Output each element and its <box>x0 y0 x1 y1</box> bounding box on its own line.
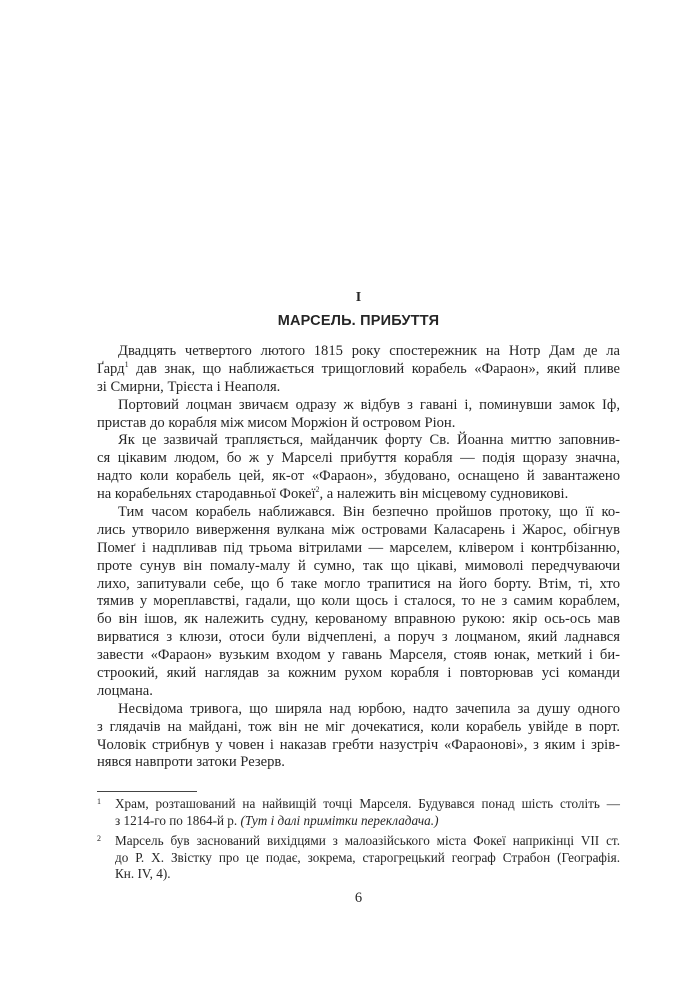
chapter-title: МАРСЕЛЬ. ПРИБУТТЯ <box>277 313 440 329</box>
footnote-2 <box>97 833 620 883</box>
text-line: проте сунув він помалу-малу й сумно, так що цікаві, мимоволі передчуваючи <box>97 557 620 574</box>
paragraph <box>97 701 620 773</box>
text-line: лихо, запитували себе, що б таке могло трапитися на його борту. Втім, ті, хто <box>97 575 620 592</box>
text-line: пристав до корабля між мисом Моржіон й островом Ріон. <box>97 414 456 431</box>
text-line: Помеґ і надпливав під трьома вітрилами — марселем, клівером і контрбізанню, <box>97 539 620 556</box>
text-line: Як це зазвичай трапляється, майданчик форту Св. Йоанна миттю заповнив- <box>118 432 620 449</box>
text-line: лоцмана. <box>97 682 153 699</box>
text-line: з глядачів на майдані, тож він не міг дочекатися, коли корабель увійде в порт. <box>97 718 620 735</box>
text-line: бо він ішов, як належить судну, керованому вправною рукою: якір ось-ось мав <box>97 611 620 628</box>
text-line: Тим часом корабель наближався. Він безпечно пройшов протоку, що її ко- <box>118 504 620 521</box>
footnote-mark: 1 <box>97 797 101 806</box>
text-line: нявся навпроти затоки Резерв. <box>97 754 285 771</box>
footnote-line: до Р. Х. Звістку про це подає, зокрема, старогрецький географ Страбон (Географія. <box>115 849 620 865</box>
paragraph <box>97 432 620 504</box>
paragraph <box>97 397 620 433</box>
text-line: надто коли корабель цей, як-от «Фараон», збудовано, оснащено й завантажено <box>97 468 620 485</box>
text-line: Портовий лоцман звичаєм одразу ж відбув з гавані і, поминувши замок Іф, <box>118 396 620 413</box>
paragraph <box>97 504 620 701</box>
text-line: Чоловік стрибнув у човен і наказав гребти назустріч «Фараонові», з яким і зрів- <box>97 736 620 753</box>
footnote-line: Храм, розташований на найвищій точці Марселя. Будувався понад шість століть — <box>115 796 620 811</box>
footnote-line: Кн. IV, 4). <box>115 866 171 882</box>
footnote-line: з 1214-го по 1864-й р. (Тут і далі примітки перекладача.) <box>115 812 439 828</box>
text-line: завести «Фараон» вузьким входом у гавань Марселя, стояв юнак, меткий і би- <box>97 647 620 664</box>
footnotes <box>97 796 620 887</box>
footnote-ref-1[interactable]: 1 <box>124 359 129 369</box>
text-line: зі Смирни, Трієста і Неаполя. <box>97 378 281 395</box>
page-number: 6 <box>354 890 363 906</box>
text-line: тямив у мореплавстві, гадали, що коли щось і сталося, то не з самим кораблем, <box>97 593 620 610</box>
footnote-line: Марсель був заснований вихідцями з малоазійського міста Фокеї наприкінці VII ст. <box>115 833 620 849</box>
footnote-ref-2[interactable]: 2 <box>315 485 320 495</box>
text-line: ся цікавим людом, бо ж у Марселі прибуття корабля — подія щоразу значна, <box>97 450 620 467</box>
text-line: Ґард$^1$ дав знак, що наближається трищогловий корабель «Фараон», який пливе <box>97 359 620 377</box>
text-line: Двадцять четвертого лютого 1815 року спостережник на Нотр Дам де ла <box>118 343 620 359</box>
text-line: вирватися з клюзи, отоси були відчеплені, а поруч з лоцманом, який ладнався <box>97 629 620 646</box>
text-line: на корабельнях стародавньої Фокеї$^2$, а належить він місцевому судновикові. <box>97 485 569 503</box>
translator-note: (Тут і далі примітки перекладача.) <box>240 812 439 828</box>
footnote-mark: 2 <box>97 834 101 844</box>
footnote-divider <box>97 791 197 792</box>
text-line: лись утворило виверження вулкана між островами Каласарень і Жарос, обігнув <box>97 521 620 538</box>
text-line: строокий, який наглядав за кожним рухом корабля і повторював усі команди <box>97 665 620 682</box>
chapter-number: I <box>355 290 362 305</box>
text-line: Несвідома тривога, що ширяла над юрбою, надто зачепила за душу одного <box>118 700 620 717</box>
footnote-1 <box>97 796 620 829</box>
paragraph <box>97 343 620 397</box>
chapter-body <box>97 343 620 772</box>
